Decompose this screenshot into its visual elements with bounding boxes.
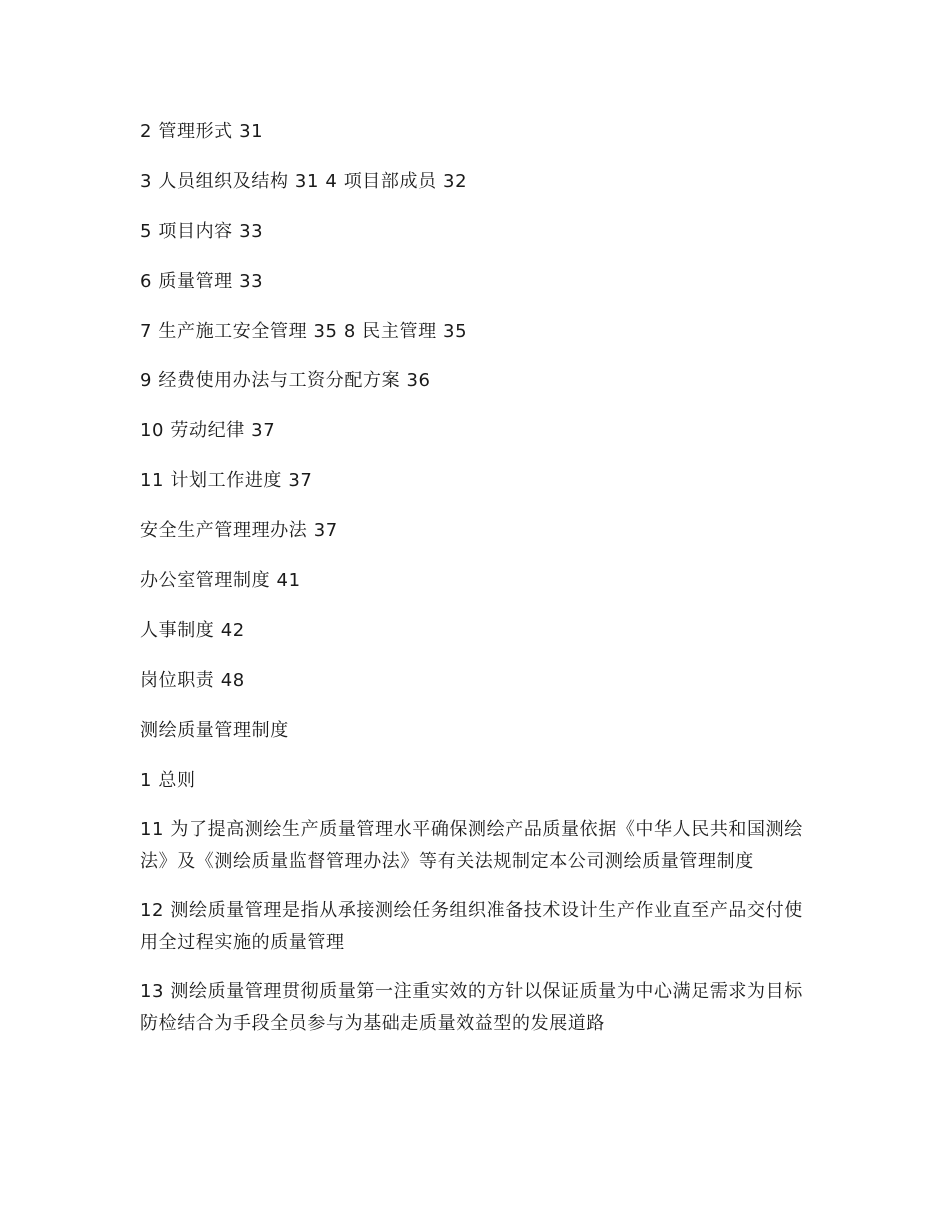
body-paragraph: 13 测绘质量管理贯彻质量第一注重实效的方针以保证质量为中心满足需求为目标防检结合为手段全员参与为基础走质量效益型的发展道路 [140, 981, 803, 1034]
toc-line: 10 劳动纪律 37 [140, 420, 276, 442]
section-title: 测绘质量管理制度 [140, 719, 289, 741]
toc-line: 6 质量管理 33 [140, 270, 264, 292]
toc-line: 11 计划工作进度 37 [140, 470, 313, 492]
body-paragraph: 11 为了提高测绘生产质量管理水平确保测绘产品质量依据《中华人民共和国测绘法》及《测绘质量监督管理办法》等有关法规制定本公司测绘质量管理制度 [140, 819, 803, 872]
toc-line: 5 项目内容 33 [140, 220, 264, 242]
toc-line: 2 管理形式 31 [140, 121, 264, 142]
toc-line: 岗位职责 48 [140, 669, 245, 691]
toc-line: 办公室管理制度 41 [140, 570, 301, 592]
document-page [140, 116, 820, 1057]
toc-line: 3 人员组织及结构 31 4 项目部成员 32 [140, 170, 468, 192]
toc-line: 人事制度 42 [140, 619, 245, 641]
toc-line: 7 生产施工安全管理 35 8 民主管理 35 [140, 320, 468, 342]
toc-line: 安全生产管理理办法 37 [140, 520, 338, 542]
toc-line: 9 经费使用办法与工资分配方案 36 [140, 370, 431, 392]
body-paragraph: 12 测绘质量管理是指从承接测绘任务组织准备技术设计生产作业直至产品交付使用全过程实施的质量管理 [140, 900, 803, 953]
chapter-heading: 1 总则 [140, 769, 196, 791]
